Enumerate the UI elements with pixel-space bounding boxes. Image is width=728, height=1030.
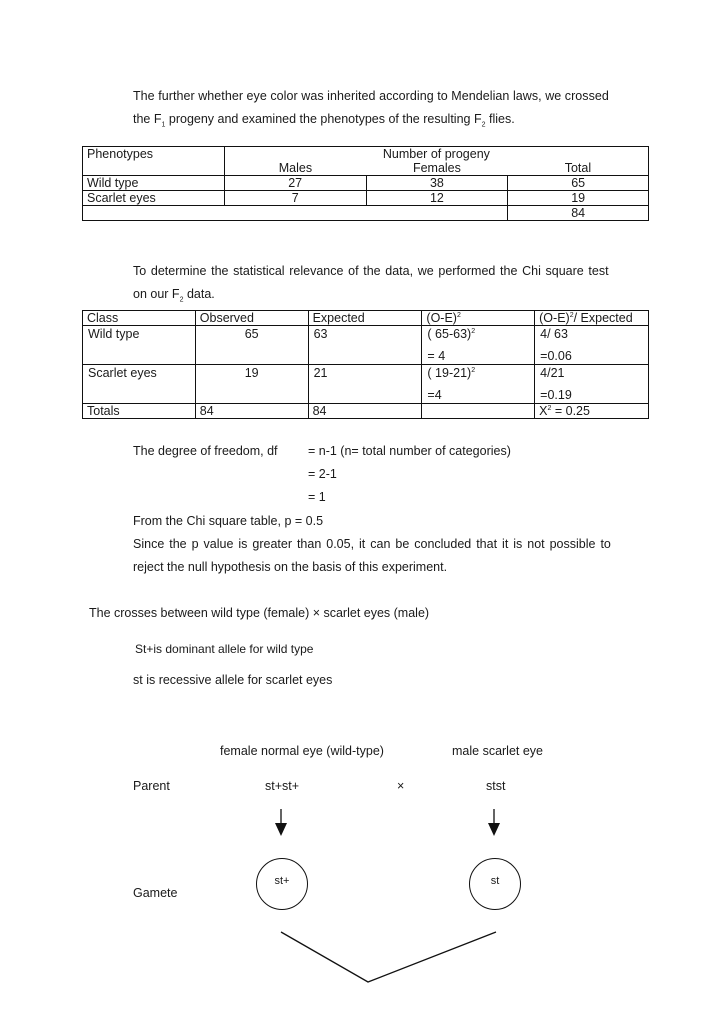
- oe-bottom: = 4: [427, 349, 446, 363]
- p-value-text: From the Chi square table, p = 0.5: [133, 514, 324, 528]
- crosses-title: The crosses between wild type (female) × scarlet eyes (male): [89, 606, 430, 620]
- dof-equation-1: = n-1 (n= total number of categories): [308, 444, 511, 458]
- oe-top-sup: 2: [471, 328, 476, 335]
- oe-top: ( 19-21): [427, 366, 472, 380]
- intro-text-c: flies.: [485, 112, 515, 126]
- allele-dominant: St+is dominant allele for wild type: [135, 642, 314, 656]
- intro-sub-1: 1: [161, 121, 166, 129]
- expected-header: Expected: [308, 311, 422, 326]
- female-arrow-icon: [275, 809, 287, 836]
- phenotypes-header: Phenotypes: [83, 147, 225, 176]
- males-cell: 7: [224, 191, 366, 206]
- chi-intro-line-1: To determine the statistical relevance of the data, we performed the Chi square test: [133, 264, 609, 278]
- male-gamete-text: st: [490, 875, 500, 887]
- allele-recessive: st is recessive allele for scarlet eyes: [133, 673, 333, 687]
- oe-sq-text: (O-E): [426, 311, 457, 325]
- male-genotype: stst: [486, 779, 506, 793]
- parent-label: Parent: [133, 779, 170, 793]
- intro-line-1: The further whether eye color was inherited according to Mendelian laws, we crossed: [133, 89, 609, 103]
- expected-text: 63: [313, 327, 328, 341]
- totals-label: Totals: [83, 404, 196, 419]
- total-cell: 19: [508, 191, 649, 206]
- females-cell: 38: [366, 176, 508, 191]
- chi-intro-text-a: on our F: [133, 287, 180, 301]
- ratio-top: 4/21: [540, 366, 565, 380]
- gamete-label: Gamete: [133, 886, 178, 900]
- dof-equation-3: = 1: [308, 490, 326, 504]
- row-label: Wild type: [83, 176, 225, 191]
- females-cell: 12: [366, 191, 508, 206]
- intro-text-b: progeny and examined the phenotypes of the resulting F: [165, 112, 482, 126]
- chi-value: = 0.25: [551, 404, 590, 418]
- ratio-bottom: =0.06: [540, 349, 572, 363]
- total-cell: 65: [508, 176, 649, 191]
- ratio-top: 4/ 63: [540, 327, 568, 341]
- oe-bottom: =4: [427, 388, 442, 402]
- female-genotype: st+st+: [265, 779, 300, 793]
- females-header: Females: [366, 161, 508, 176]
- observed-header: Observed: [195, 311, 308, 326]
- male-arrow-icon: [488, 809, 500, 836]
- males-cell: 27: [224, 176, 366, 191]
- oe-top-sup: 2: [471, 367, 476, 374]
- class-header: Class: [83, 311, 196, 326]
- oe-ratio-sup: 2: [569, 312, 574, 319]
- dof-label: The degree of freedom, df: [133, 444, 278, 458]
- female-gamete-circle: [256, 858, 308, 910]
- oe-top: ( 65-63): [427, 327, 472, 341]
- ratio-bottom: =0.19: [540, 388, 572, 402]
- totals-observed: 84: [195, 404, 308, 419]
- grand-total-cell: 84: [508, 206, 649, 221]
- class-text: Scarlet eyes: [88, 366, 157, 380]
- male-gamete-circle: [469, 858, 521, 910]
- chi-intro-sub: 2: [179, 296, 184, 304]
- oe-sq-sup: 2: [456, 312, 461, 319]
- conclusion-line-2: reject the null hypothesis on the basis of this experiment.: [133, 560, 448, 574]
- class-text: Wild type: [88, 327, 140, 341]
- total-header: Total: [508, 161, 649, 176]
- expected-text: 21: [313, 366, 328, 380]
- males-header: Males: [224, 161, 366, 176]
- chi-symbol: X: [539, 404, 548, 418]
- intro-sub-2: 2: [481, 121, 486, 129]
- totals-expected: 84: [308, 404, 422, 419]
- intro-text-a: the F: [133, 112, 162, 126]
- row-label: Scarlet eyes: [83, 191, 225, 206]
- observed-text: 65: [244, 327, 259, 341]
- fertilization-lines: [281, 932, 496, 982]
- chi-intro-text-b: data.: [183, 287, 215, 301]
- chi-sup: 2: [547, 405, 552, 412]
- observed-text: 19: [244, 366, 259, 380]
- dof-equation-2: = 2-1: [308, 467, 337, 481]
- oe-ratio-text-b: / Expected: [573, 311, 633, 325]
- cross-symbol: ×: [397, 779, 405, 793]
- oe-ratio-text-a: (O-E): [539, 311, 570, 325]
- female-label: female normal eye (wild-type): [220, 744, 384, 758]
- progeny-header: Number of progeny: [224, 147, 648, 162]
- conclusion-line-1: Since the p value is greater than 0.05, it can be concluded that it is not possible to: [133, 537, 611, 551]
- female-gamete-text: st+: [274, 875, 290, 887]
- male-label: male scarlet eye: [452, 744, 544, 758]
